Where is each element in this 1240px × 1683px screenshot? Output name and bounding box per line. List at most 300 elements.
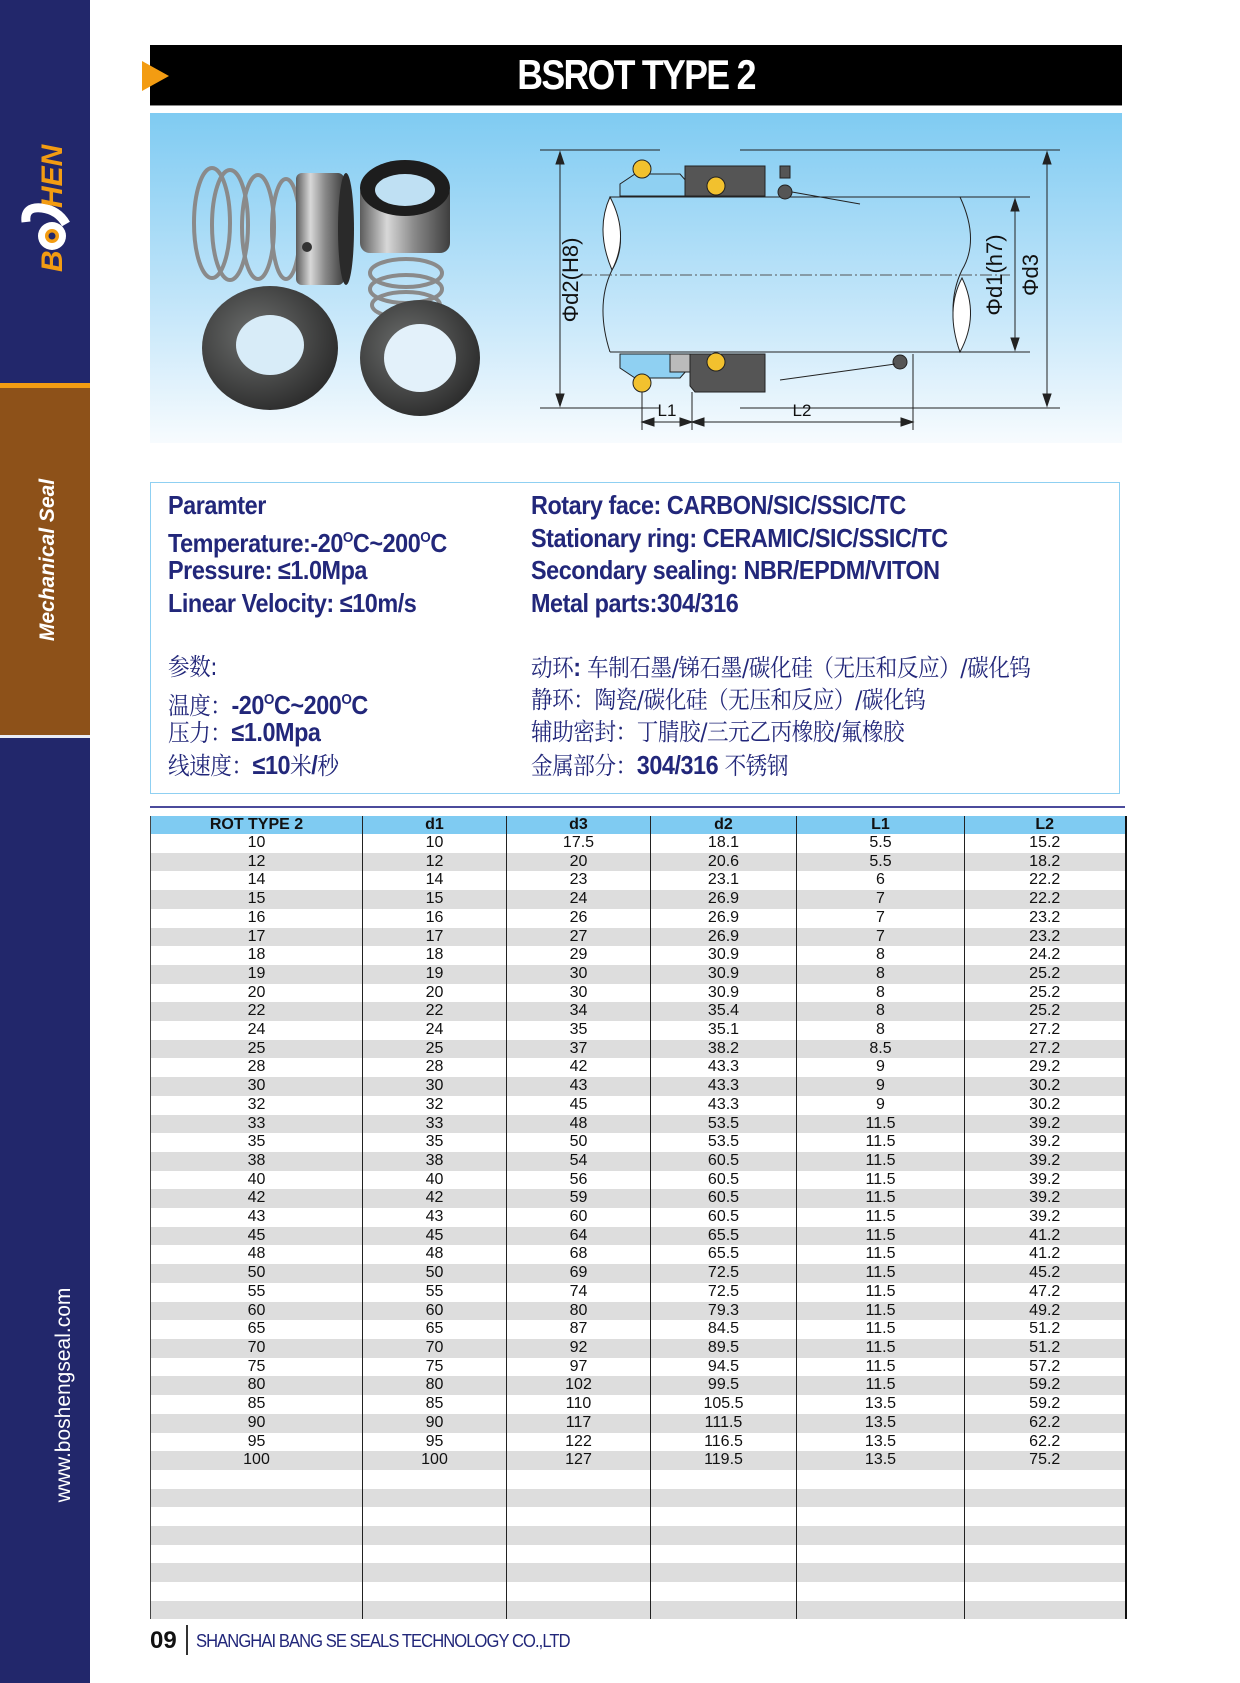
- table-row: [151, 1358, 1126, 1377]
- table-cell: 35.1: [651, 1021, 797, 1040]
- table-cell: 10: [151, 834, 363, 853]
- table-row-empty: [151, 1563, 1126, 1582]
- table-cell: 25.2: [965, 965, 1126, 984]
- table-cell: [797, 1582, 965, 1601]
- table-row: [151, 1451, 1126, 1470]
- table-row: [151, 1189, 1126, 1208]
- table-cell: 72.5: [651, 1264, 797, 1283]
- table-cell: 45: [363, 1227, 507, 1246]
- table-cell: [965, 1507, 1126, 1526]
- table-cell: [151, 1601, 363, 1620]
- table-cell: 62.2: [965, 1433, 1126, 1452]
- table-cell: 11.5: [797, 1320, 965, 1339]
- table-cell: 42: [363, 1189, 507, 1208]
- table-cell: 30.2: [965, 1096, 1126, 1115]
- column-header: L1: [797, 816, 965, 834]
- cn-velocity-slash: /: [311, 749, 318, 780]
- cn-velocity-label: 线速度：: [168, 751, 253, 780]
- table-cell: [651, 1526, 797, 1545]
- table-cell: 23.1: [651, 871, 797, 890]
- table-cell: 54: [507, 1152, 651, 1171]
- table-row-empty: [151, 1545, 1126, 1564]
- param-cn-heading: 参数:: [168, 653, 218, 681]
- table-cell: [965, 1470, 1126, 1489]
- table-row: [151, 1283, 1126, 1302]
- cn-rotary-colon: :: [573, 652, 581, 682]
- table-row-empty: [151, 1601, 1126, 1620]
- table-cell: 72.5: [651, 1283, 797, 1302]
- table-body: [151, 834, 1126, 1619]
- temperature-high: 200: [382, 527, 421, 558]
- table-cell: 85: [151, 1395, 363, 1414]
- table-cell: 11.5: [797, 1152, 965, 1171]
- table-cell: 65: [363, 1320, 507, 1339]
- table-cell: 20.6: [651, 853, 797, 872]
- table-cell: 8: [797, 984, 965, 1003]
- table-cell: 18.2: [965, 853, 1126, 872]
- table-cell: 70: [151, 1339, 363, 1358]
- table-cell: 43.3: [651, 1058, 797, 1077]
- table-row: [151, 1376, 1126, 1395]
- table-row: [151, 1002, 1126, 1021]
- table-cell: 11.5: [797, 1376, 965, 1395]
- table-cell: 68: [507, 1245, 651, 1264]
- param-metal-parts: Metal parts:304/316: [531, 587, 739, 618]
- table-cell: 75.2: [965, 1451, 1126, 1470]
- table-cell: 102: [507, 1376, 651, 1395]
- param-cn-temperature: [168, 684, 447, 720]
- celsius-unit: C: [430, 527, 447, 558]
- table-cell: [651, 1507, 797, 1526]
- param-cn-pressure: [168, 716, 447, 749]
- degree-mark: O: [263, 690, 274, 708]
- table-cell: 9: [797, 1096, 965, 1115]
- table-cell: 59.2: [965, 1395, 1126, 1414]
- table-cell: 60.5: [651, 1208, 797, 1227]
- table-row: [151, 1058, 1126, 1077]
- table-cell: 14: [363, 871, 507, 890]
- section-divider: [150, 806, 1125, 808]
- celsius-unit: C: [352, 527, 370, 558]
- page-title: BSROT TYPE 2: [517, 51, 755, 98]
- table-cell: [965, 1526, 1126, 1545]
- table-cell: 8: [797, 1021, 965, 1040]
- table-row: [151, 834, 1126, 853]
- table-cell: 42: [151, 1189, 363, 1208]
- table-cell: 111.5: [651, 1414, 797, 1433]
- table-row: [151, 1152, 1126, 1171]
- table-row: [151, 946, 1126, 965]
- table-cell: [151, 1489, 363, 1508]
- table-cell: 39.2: [965, 1152, 1126, 1171]
- table-cell: [363, 1470, 507, 1489]
- table-cell: 22.2: [965, 871, 1126, 890]
- table-cell: 20: [151, 984, 363, 1003]
- table-cell: 37: [507, 1040, 651, 1059]
- table-cell: [797, 1489, 965, 1508]
- table-cell: [797, 1545, 965, 1564]
- table-cell: [363, 1526, 507, 1545]
- table-cell: 17: [151, 928, 363, 947]
- table-cell: 24.2: [965, 946, 1126, 965]
- table-cell: 90: [151, 1414, 363, 1433]
- table-cell: 29: [507, 946, 651, 965]
- table-cell: 100: [151, 1451, 363, 1470]
- table-cell: 100: [363, 1451, 507, 1470]
- website-link[interactable]: www.boshengseal.com: [52, 1287, 75, 1503]
- table-cell: 35.4: [651, 1002, 797, 1021]
- table-cell: 51.2: [965, 1320, 1126, 1339]
- table-cell: [151, 1470, 363, 1489]
- table-cell: 49.2: [965, 1302, 1126, 1321]
- table-cell: 27.2: [965, 1040, 1126, 1059]
- table-cell: 8: [797, 946, 965, 965]
- table-cell: 27.2: [965, 1021, 1126, 1040]
- table-cell: 75: [363, 1358, 507, 1377]
- table-cell: 62.2: [965, 1414, 1126, 1433]
- footer-separator: [186, 1625, 188, 1655]
- table-cell: 41.2: [965, 1245, 1126, 1264]
- table-cell: 39.2: [965, 1189, 1126, 1208]
- param-temperature: [168, 522, 447, 558]
- table-cell: 15: [363, 890, 507, 909]
- table-cell: 20: [363, 984, 507, 1003]
- boshen-logo: [18, 140, 78, 280]
- table-cell: 84.5: [651, 1320, 797, 1339]
- cn-velocity-value: ≤10: [252, 749, 291, 780]
- table-cell: [797, 1563, 965, 1582]
- table-row: [151, 1133, 1126, 1152]
- table-cell: 32: [363, 1096, 507, 1115]
- table-cell: 59: [507, 1189, 651, 1208]
- celsius-unit: C: [273, 689, 291, 720]
- table-cell: 60: [363, 1302, 507, 1321]
- table-cell: [965, 1489, 1126, 1508]
- table-cell: 7: [797, 909, 965, 928]
- table-cell: 25: [151, 1040, 363, 1059]
- table-cell: 47.2: [965, 1283, 1126, 1302]
- table-cell: 43.3: [651, 1096, 797, 1115]
- table-cell: 59.2: [965, 1376, 1126, 1395]
- table-cell: [507, 1526, 651, 1545]
- table-row: [151, 1433, 1126, 1452]
- table-cell: 25: [363, 1040, 507, 1059]
- table-cell: [507, 1507, 651, 1526]
- table-cell: 85: [363, 1395, 507, 1414]
- table-cell: [797, 1601, 965, 1620]
- table-cell: [507, 1489, 651, 1508]
- param-stationary-ring: Stationary ring: CERAMIC/SIC/SSIC/TC: [531, 522, 948, 553]
- table-row-empty: [151, 1507, 1126, 1526]
- table-cell: 11.5: [797, 1302, 965, 1321]
- table-cell: 30: [363, 1077, 507, 1096]
- table-cell: 23.2: [965, 928, 1126, 947]
- table-cell: [507, 1563, 651, 1582]
- table-cell: 80: [151, 1376, 363, 1395]
- table-cell: [651, 1563, 797, 1582]
- table-cell: 64: [507, 1227, 651, 1246]
- cn-pressure-label: 压力：: [168, 719, 232, 747]
- table-cell: 45.2: [965, 1264, 1126, 1283]
- column-header: d3: [507, 816, 651, 834]
- table-row: [151, 984, 1126, 1003]
- table-cell: [151, 1507, 363, 1526]
- table-cell: 27: [507, 928, 651, 947]
- table-cell: 11.5: [797, 1227, 965, 1246]
- table-header-row: [151, 816, 1126, 834]
- table-cell: 24: [507, 890, 651, 909]
- table-cell: 23: [507, 871, 651, 890]
- table-row: [151, 1040, 1126, 1059]
- table-cell: 57.2: [965, 1358, 1126, 1377]
- param-heading: Paramter: [168, 490, 266, 520]
- table-cell: 39.2: [965, 1171, 1126, 1190]
- table-row: [151, 1021, 1126, 1040]
- table-cell: [507, 1601, 651, 1620]
- table-cell: 25.2: [965, 984, 1126, 1003]
- table-cell: 51.2: [965, 1339, 1126, 1358]
- table-cell: 29.2: [965, 1058, 1126, 1077]
- table-cell: 24: [363, 1021, 507, 1040]
- range-tilde: ~: [290, 689, 304, 720]
- table-cell: 22: [151, 1002, 363, 1021]
- table-cell: [363, 1507, 507, 1526]
- table-cell: [965, 1563, 1126, 1582]
- table-cell: 9: [797, 1058, 965, 1077]
- table-cell: [965, 1582, 1126, 1601]
- table-cell: 30.9: [651, 946, 797, 965]
- table-cell: 11.5: [797, 1245, 965, 1264]
- table-cell: 99.5: [651, 1376, 797, 1395]
- table-row: [151, 965, 1126, 984]
- table-cell: 15.2: [965, 834, 1126, 853]
- table-cell: 30.2: [965, 1077, 1126, 1096]
- table-cell: [507, 1470, 651, 1489]
- table-cell: [363, 1582, 507, 1601]
- table-cell: 18: [363, 946, 507, 965]
- table-cell: 80: [363, 1376, 507, 1395]
- table-row: [151, 928, 1126, 947]
- table-cell: 22.2: [965, 890, 1126, 909]
- cn-metal-label: 金属部分：: [531, 751, 637, 780]
- param-secondary-sealing: Secondary sealing: NBR/EPDM/VITON: [531, 555, 940, 585]
- table-row: [151, 1115, 1126, 1134]
- param-rotary-face: Rotary face: CARBON/SIC/SSIC/TC: [531, 490, 906, 520]
- table-cell: 60.5: [651, 1152, 797, 1171]
- param-cn-velocity: [168, 749, 447, 782]
- table-cell: [651, 1470, 797, 1489]
- table-cell: 117: [507, 1414, 651, 1433]
- table-cell: [151, 1582, 363, 1601]
- table-row: [151, 1395, 1126, 1414]
- table-cell: 9: [797, 1077, 965, 1096]
- cn-metal-suffix: 不锈钢: [718, 751, 789, 780]
- table-cell: 14: [151, 871, 363, 890]
- table-cell: 48: [507, 1115, 651, 1134]
- degree-mark: O: [341, 690, 352, 708]
- company-name: SHANGHAI BANG SE SEALS TECHNOLOGY CO.,LTD: [196, 1631, 570, 1651]
- table-cell: 55: [363, 1283, 507, 1302]
- table-cell: 38: [151, 1152, 363, 1171]
- table-cell: [651, 1582, 797, 1601]
- table-cell: 95: [363, 1433, 507, 1452]
- param-cn-stationary: 静环：陶瓷/碳化硅（无压和反应）/碳化钨: [531, 685, 926, 714]
- sidebar: [0, 0, 90, 1683]
- table-cell: 19: [363, 965, 507, 984]
- table-cell: [151, 1545, 363, 1564]
- table-cell: 89.5: [651, 1339, 797, 1358]
- table-cell: 20: [507, 853, 651, 872]
- table-cell: 11.5: [797, 1208, 965, 1227]
- table-cell: 56: [507, 1171, 651, 1190]
- table-cell: 26: [507, 909, 651, 928]
- table-cell: 8: [797, 1002, 965, 1021]
- table-cell: 15: [151, 890, 363, 909]
- label-d2: Φd2(H8): [558, 237, 583, 323]
- table-cell: 43: [151, 1208, 363, 1227]
- table-cell: 40: [363, 1171, 507, 1190]
- table-cell: 39.2: [965, 1115, 1126, 1134]
- table-cell: 87: [507, 1320, 651, 1339]
- table-row: [151, 1264, 1126, 1283]
- table-cell: 43: [363, 1208, 507, 1227]
- table-cell: [363, 1545, 507, 1564]
- table-cell: 65.5: [651, 1227, 797, 1246]
- column-header: L2: [965, 816, 1126, 834]
- parameter-box: [150, 482, 1120, 794]
- table-row: [151, 1096, 1126, 1115]
- parameter-column-right: [531, 489, 1086, 781]
- table-cell: 12: [363, 853, 507, 872]
- table-cell: 50: [507, 1133, 651, 1152]
- table-cell: [363, 1489, 507, 1508]
- table-cell: 18: [151, 946, 363, 965]
- table-cell: 8.5: [797, 1040, 965, 1059]
- table-cell: 30: [151, 1077, 363, 1096]
- table-cell: 11.5: [797, 1358, 965, 1377]
- table-row: [151, 909, 1126, 928]
- table-cell: 26.9: [651, 909, 797, 928]
- table-row-empty: [151, 1470, 1126, 1489]
- table-cell: 30: [507, 965, 651, 984]
- svg-text:HEN: HEN: [36, 144, 69, 208]
- table-cell: 74: [507, 1283, 651, 1302]
- table-cell: 94.5: [651, 1358, 797, 1377]
- svg-text:B: B: [36, 250, 69, 272]
- table-cell: 13.5: [797, 1433, 965, 1452]
- page-number: 09: [150, 1627, 177, 1654]
- table-cell: 13.5: [797, 1414, 965, 1433]
- table-cell: [363, 1563, 507, 1582]
- table-cell: 60.5: [651, 1171, 797, 1190]
- table-cell: 13.5: [797, 1395, 965, 1414]
- table-cell: 43: [507, 1077, 651, 1096]
- table-cell: 24: [151, 1021, 363, 1040]
- table-cell: 97: [507, 1358, 651, 1377]
- table-row-empty: [151, 1526, 1126, 1545]
- table-cell: 11.5: [797, 1189, 965, 1208]
- table-cell: [651, 1601, 797, 1620]
- table-cell: 6: [797, 871, 965, 890]
- table-cell: 45: [151, 1227, 363, 1246]
- table-cell: 53.5: [651, 1115, 797, 1134]
- table-cell: 55: [151, 1283, 363, 1302]
- table-row: [151, 853, 1126, 872]
- table-cell: 70: [363, 1339, 507, 1358]
- table-cell: [797, 1470, 965, 1489]
- cn-metal-value: 304/316: [636, 749, 719, 780]
- table-cell: [651, 1545, 797, 1564]
- parameter-column-left: [168, 489, 478, 781]
- table-cell: [797, 1526, 965, 1545]
- table-cell: 28: [363, 1058, 507, 1077]
- table-cell: 75: [151, 1358, 363, 1377]
- table-cell: 5.5: [797, 834, 965, 853]
- table-cell: 18.1: [651, 834, 797, 853]
- table-cell: 79.3: [651, 1302, 797, 1321]
- table-cell: 11.5: [797, 1133, 965, 1152]
- table-cell: 11.5: [797, 1115, 965, 1134]
- table-cell: 12: [151, 853, 363, 872]
- cn-velocity-unit: 米: [290, 751, 312, 780]
- table-cell: 33: [151, 1115, 363, 1134]
- table-cell: 53.5: [651, 1133, 797, 1152]
- temperature-label: Temperature:: [168, 527, 311, 558]
- table-cell: 35: [151, 1133, 363, 1152]
- table-cell: 39.2: [965, 1133, 1126, 1152]
- table-cell: 41.2: [965, 1227, 1126, 1246]
- table-cell: 45: [507, 1096, 651, 1115]
- table-row: [151, 890, 1126, 909]
- section-label: Mechanical Seal: [36, 478, 59, 642]
- table-cell: [965, 1545, 1126, 1564]
- table-cell: 16: [151, 909, 363, 928]
- table-cell: 60: [151, 1302, 363, 1321]
- table-cell: 80: [507, 1302, 651, 1321]
- product-image-panel: [150, 113, 1122, 443]
- table-cell: 8: [797, 965, 965, 984]
- table-cell: [507, 1545, 651, 1564]
- cn-rotary-label: 动环: [531, 654, 574, 682]
- table-cell: 16: [363, 909, 507, 928]
- table-row: [151, 1414, 1126, 1433]
- table-cell: 35: [507, 1021, 651, 1040]
- table-row: [151, 1077, 1126, 1096]
- table-cell: 38: [363, 1152, 507, 1171]
- table-cell: 69: [507, 1264, 651, 1283]
- cn-temperature-high: 200: [303, 689, 342, 720]
- table-cell: 10: [363, 834, 507, 853]
- table-cell: 5.5: [797, 853, 965, 872]
- dimension-table: [150, 816, 1127, 1619]
- spring-left: [194, 168, 300, 280]
- table-cell: [151, 1563, 363, 1582]
- column-header: d1: [363, 816, 507, 834]
- table-cell: 30.9: [651, 984, 797, 1003]
- table-cell: 60.5: [651, 1189, 797, 1208]
- table-cell: 105.5: [651, 1395, 797, 1414]
- celsius-unit: C: [351, 689, 368, 720]
- table-cell: 22: [363, 1002, 507, 1021]
- cn-pressure-value: ≤1.0Mpa: [231, 717, 321, 747]
- cn-rotary-value: 车制石墨/锑石墨/碳化硅（无压和反应）/碳化钨: [580, 654, 1031, 682]
- table-cell: [965, 1601, 1126, 1620]
- table-cell: [151, 1526, 363, 1545]
- table-cell: 7: [797, 928, 965, 947]
- table-cell: 48: [151, 1245, 363, 1264]
- table-cell: [363, 1601, 507, 1620]
- table-cell: 92: [507, 1339, 651, 1358]
